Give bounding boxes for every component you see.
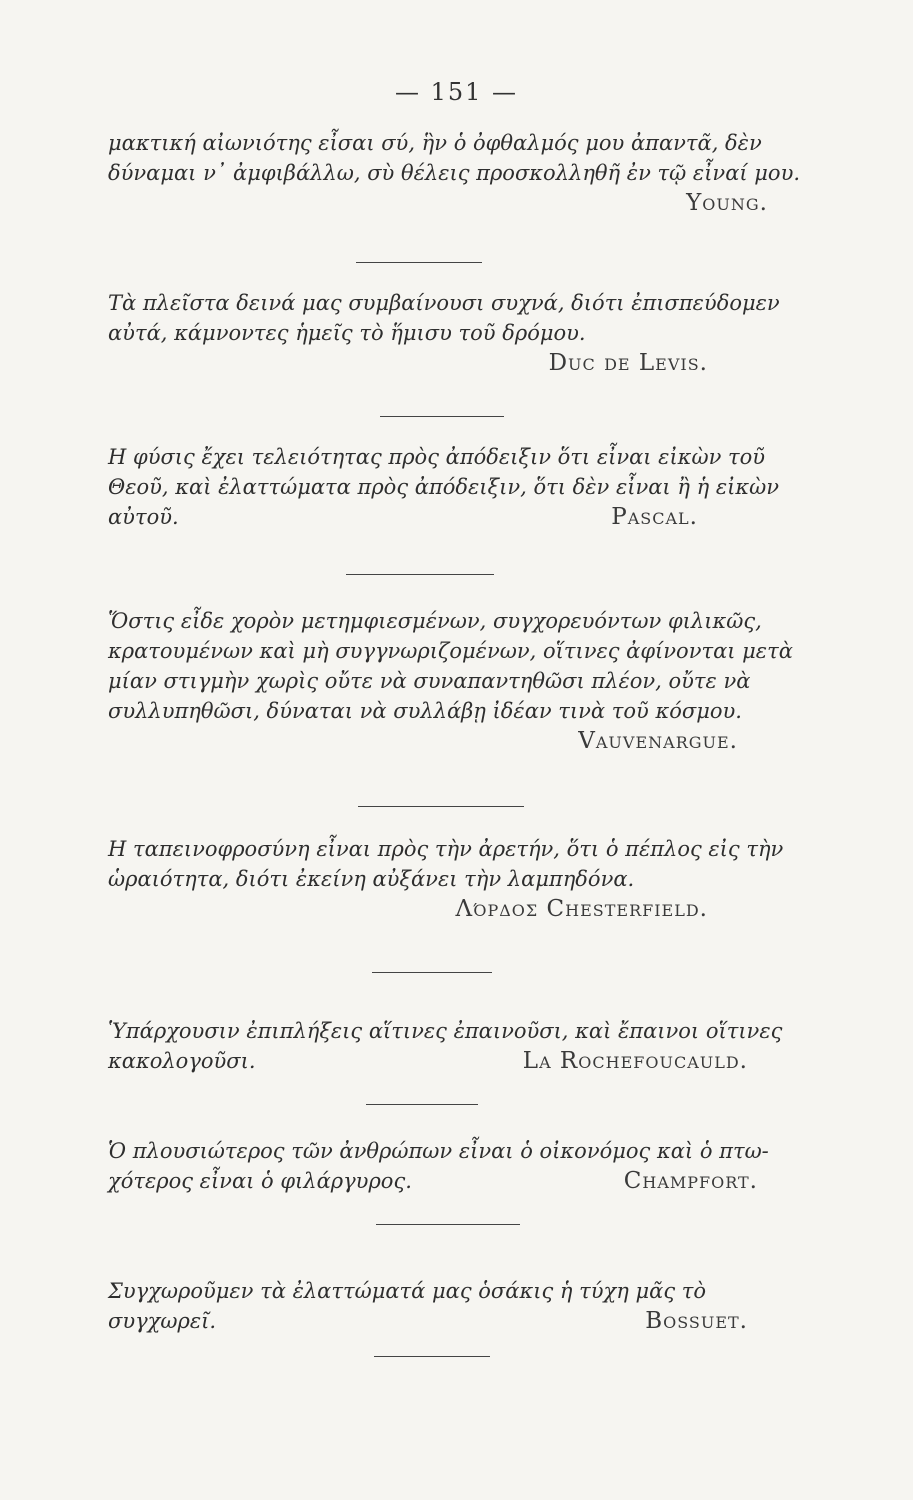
divider-rule	[380, 416, 504, 417]
quote-line: μακτική αἰωνιότης εἶσαι σύ, ἣν ὁ ὀφθαλμός μου ἀπαντᾶ, δὲν	[108, 131, 762, 155]
quote-line: κρατουμένων καὶ μὴ συγγνωριζομένων, οἵτινες ἀφίνονται μετὰ	[108, 639, 793, 663]
quote-line: Η φύσις ἔχει τελειότητας πρὸς ἀπόδειξιν ὅτι εἶναι εἰκὼν τοῦ	[108, 445, 766, 469]
quote-last-line-row	[108, 502, 808, 532]
quote-line: ὡραιότητα, διότι ἐκείνη αὐξάνει τὴν λαμπηδόνα.	[108, 867, 635, 891]
quote-line: Ὁ πλουσιώτερος τῶν ἀνθρώπων εἶναι ὁ οἰκονόμος καὶ ὁ πτω-	[108, 1139, 769, 1163]
divider-rule	[374, 1356, 490, 1357]
quote-vauvenargue	[108, 606, 808, 756]
quote-line: αὐτοῦ.	[108, 505, 179, 529]
quote-duc-de-levis	[108, 288, 808, 378]
quote-line: συγχωρεῖ.	[108, 1309, 217, 1333]
quote-last-line-row	[108, 1166, 808, 1196]
quote-line: Συγχωροῦμεν τὰ ἐλαττώματά μας ὁσάκις ἡ τύχη μᾶς τὸ	[108, 1279, 707, 1303]
quote-champfort	[108, 1136, 808, 1196]
quote-bossuet	[108, 1276, 808, 1336]
page-number: — 151 —	[394, 78, 519, 106]
quote-young	[108, 128, 808, 218]
quote-line: Ὅστις εἶδε χορὸν μετημφιεσμένων, συγχορευόντων φιλικῶς,	[108, 609, 762, 633]
divider-rule	[346, 574, 494, 575]
quote-author: Λόρδος Chesterfield.	[455, 896, 708, 922]
quote-chesterfield	[108, 834, 808, 924]
quote-line: συλλυπηθῶσι, δύναται νὰ συλλάβῃ ἰδέαν τινὰ τοῦ κόσμου.	[108, 699, 742, 723]
quote-line: μίαν στιγμὴν χωρὶς οὔτε νὰ συναπαντηθῶσι πλέον, οὔτε νὰ	[108, 669, 751, 693]
quote-author: Champfort.	[623, 1168, 758, 1194]
divider-rule	[358, 806, 524, 807]
quote-line: δύναμαι ν᾽ ἀμφιβάλλω, σὺ θέλεις προσκολληθῆ ἐν τῷ εἶναί μου.	[108, 161, 801, 185]
divider-rule	[376, 1224, 520, 1225]
quote-last-line-row	[108, 1306, 808, 1336]
quote-line: Θεοῦ, καὶ ἐλαττώματα πρὸς ἀπόδειξιν, ὅτι δὲν εἶναι ἢ ἡ εἰκὼν	[108, 475, 780, 499]
quote-line: Τὰ πλεῖστα δεινά μας συμβαίνουσι συχνά, διότι ἐπισπεύδομεν	[108, 291, 780, 315]
quote-author: Bossuet.	[645, 1308, 748, 1334]
quote-line: κακολογοῦσι.	[108, 1049, 256, 1073]
quote-line: Η ταπεινοφροσύνη εἶναι πρὸς τὴν ἀρετήν, ὅτι ὁ πέπλος εἰς τὴν	[108, 837, 784, 861]
quote-author: Vauvenargue.	[578, 728, 738, 754]
quote-last-line-row	[108, 1046, 808, 1076]
quote-la-rochefoucauld	[108, 1016, 808, 1076]
quote-author: Duc de Levis.	[548, 350, 708, 376]
divider-rule	[366, 1104, 478, 1105]
quote-line: αὐτά, κάμνοντες ἡμεῖς τὸ ἥμισυ τοῦ δρόμου.	[108, 321, 586, 345]
divider-rule	[372, 972, 492, 973]
quote-author: La Rochefoucauld.	[522, 1048, 748, 1074]
quote-line: χότερος εἶναι ὁ φιλάργυρος.	[108, 1169, 412, 1193]
quote-author: Pascal.	[611, 504, 698, 530]
quote-line: Ὑπάρχουσιν ἐπιπλήξεις αἵτινες ἐπαινοῦσι, καὶ ἔπαινοι οἵτινες	[108, 1019, 783, 1043]
quote-author: Young.	[686, 190, 768, 216]
divider-rule	[356, 262, 482, 263]
quote-pascal	[108, 442, 808, 532]
